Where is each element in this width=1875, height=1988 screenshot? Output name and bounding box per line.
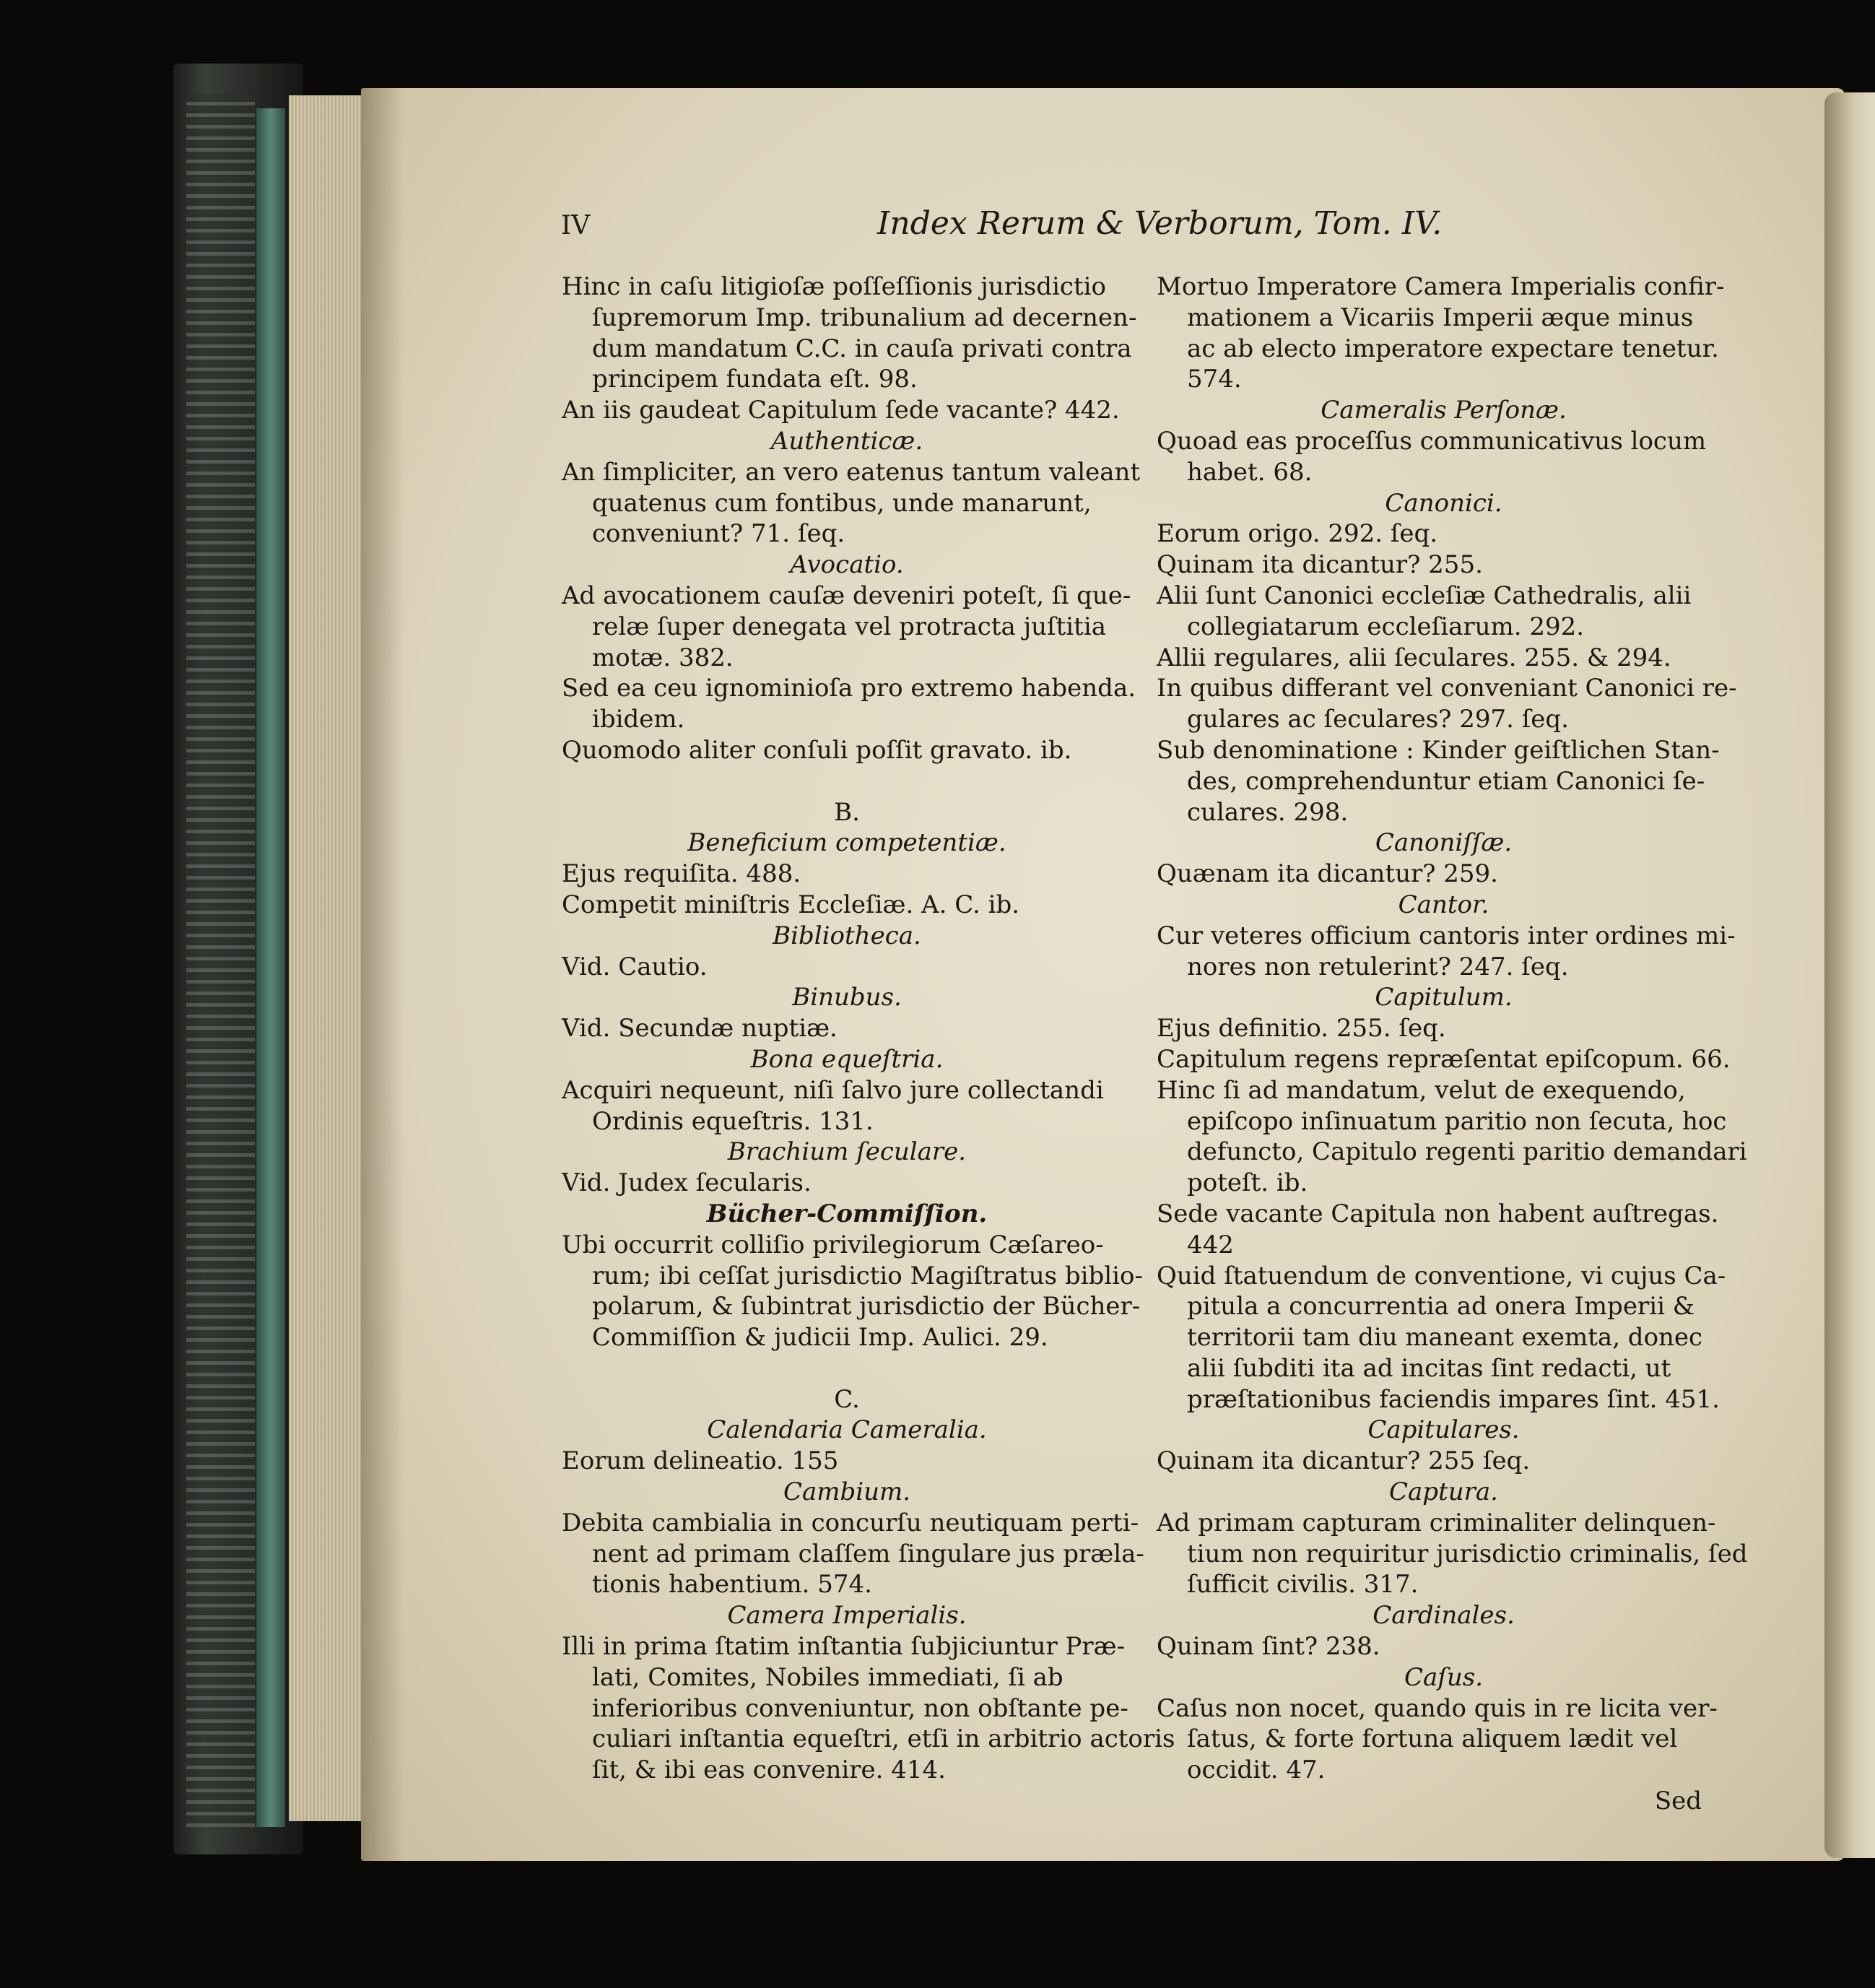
spine-texture (186, 94, 255, 1827)
index-line-continuation: ibidem. (592, 705, 685, 734)
index-line-continuation: quatenus cum fontibus, unde manarunt, (592, 488, 1092, 518)
index-heading: Canonici. (1385, 488, 1502, 518)
index-line-continuation: polarum, & ſubintrat jurisdictio der Bücher- (592, 1292, 1141, 1321)
index-heading: Cambium. (783, 1477, 911, 1507)
index-heading: Cardinales. (1372, 1601, 1515, 1631)
page-number: IV (561, 211, 591, 240)
index-line-continuation: dum mandatum C.C. in cauſa privati contra (592, 334, 1132, 363)
index-heading: Cameralis Perſonæ. (1321, 396, 1567, 425)
index-heading: Avocatio. (790, 550, 904, 580)
index-column-left (562, 272, 1175, 1786)
index-line-continuation: culiari inſtantia equeſtri, etſi in arbitrio actoris (592, 1724, 1175, 1754)
index-line: Alii ſunt Canonici eccleſiæ Cathedralis, alii (1157, 581, 1692, 610)
index-line: Ubi occurrit colliſio privilegiorum Cæſareo- (562, 1230, 1104, 1259)
index-line-continuation: gulares ac ſeculares? 297. ſeq. (1187, 705, 1569, 734)
index-line-continuation: pitula a concurrentia ad onera Imperii & (1187, 1292, 1695, 1321)
index-heading: Cantor. (1398, 890, 1489, 919)
index-line-continuation: ſupremorum Imp. tribunalium ad decernen- (592, 303, 1137, 332)
index-line-continuation: motæ. 382. (592, 643, 734, 672)
index-line: Sede vacante Capitula non habent auſtregas. (1157, 1199, 1719, 1228)
index-line: In quibus differant vel conveniant Canonici re- (1157, 674, 1737, 703)
index-line: Hinc ſi ad mandatum, velut de exequendo, (1157, 1075, 1686, 1105)
index-line: Vid. Cautio. (562, 952, 708, 981)
index-line-continuation: collegiatarum eccleſiarum. 292. (1187, 612, 1585, 641)
index-line-continuation: Ordinis equeſtris. 131. (592, 1106, 874, 1136)
index-line: Quid ſtatuendum de conventione, vi cujus Ca- (1157, 1261, 1726, 1290)
index-heading: Captura. (1389, 1477, 1498, 1507)
index-line-continuation: præſtationibus faciendis impares ſint. 451. (1187, 1384, 1720, 1414)
index-line: Allii regulares, alii ſeculares. 255. & 294. (1157, 643, 1671, 672)
index-line-continuation: nores non retulerint? 247. ſeq. (1187, 952, 1569, 981)
index-line: Ad avocationem cauſæ deveniri poteſt, ſi que- (562, 581, 1131, 610)
index-heading: Canoniſſæ. (1375, 828, 1513, 858)
index-heading: Calendaria Cameralia. (707, 1415, 987, 1445)
index-line: Vid. Judex ſecularis. (562, 1168, 812, 1198)
index-heading: Beneficium competentiæ. (687, 828, 1006, 858)
index-line-continuation: mationem a Vicariis Imperii æque minus (1187, 303, 1694, 332)
index-line-continuation: alii ſubditi ita ad incitas ſint redacti, ut (1187, 1353, 1671, 1383)
index-line: Quinam ita dicantur? 255. (1157, 550, 1483, 580)
index-line: Acquiri nequeunt, niſi ſalvo jure collectandi (562, 1075, 1104, 1105)
index-line-continuation: 574. (1187, 365, 1242, 394)
catchword: Sed (1654, 1787, 1702, 1816)
index-line: Caſus non nocet, quando quis in re licita ver- (1157, 1693, 1718, 1723)
index-line: Eorum delineatio. 155 (562, 1446, 839, 1476)
index-line: Ejus requiſita. 488. (562, 859, 801, 889)
page-stack-edge (289, 95, 368, 1821)
index-line-continuation: ſit, & ibi eas convenire. 414. (592, 1755, 946, 1785)
index-line-continuation: Commiſſion & judicii Imp. Aulici. 29. (592, 1323, 1048, 1353)
index-line-continuation: nent ad primam claſſem ſingulare jus præla- (592, 1539, 1144, 1568)
index-line-continuation: des, comprehenduntur etiam Canonici ſe- (1187, 766, 1705, 796)
spacer (562, 766, 1132, 797)
index-line-continuation: lati, Comites, Nobiles immediati, ſi ab (592, 1662, 1063, 1692)
index-line-continuation: relæ ſuper denegata vel protracta juſtitia (592, 612, 1106, 641)
index-line-continuation: culares. 298. (1187, 797, 1349, 827)
index-line-continuation: tium non requiritur jurisdictio criminalis, ſed (1187, 1539, 1748, 1568)
index-line-continuation: territorii tam diu maneant exemta, donec (1187, 1323, 1703, 1353)
index-line-continuation: poteſt. ib. (1187, 1168, 1308, 1198)
index-line-continuation: ſatus, & forte fortuna aliquem lædit vel (1187, 1724, 1678, 1754)
index-line-continuation: conveniunt? 71. ſeq. (592, 519, 845, 549)
index-line-continuation: principem fundata eſt. 98. (592, 365, 918, 394)
index-line: Quinam ita dicantur? 255 ſeq. (1157, 1446, 1531, 1476)
green-page-edge (256, 108, 285, 1827)
index-line-continuation: ac ab electo imperatore expectare tenetur. (1187, 334, 1719, 363)
index-line-continuation: inferioribus conveniuntur, non obſtante pe- (592, 1693, 1128, 1723)
index-line: An iis gaudeat Capitulum ſede vacante? 442. (562, 396, 1120, 425)
index-line: Ejus definitio. 255. ſeq. (1157, 1014, 1446, 1043)
index-heading: Authenticæ. (770, 426, 923, 456)
index-line-continuation: epiſcopo inſinuatum paritio non ſecuta, hoc (1187, 1106, 1727, 1136)
index-line: Quænam ita dicantur? 259. (1157, 859, 1498, 889)
index-line-continuation: ſufficit civilis. 317. (1187, 1570, 1419, 1599)
index-line-continuation: defuncto, Capitulo regenti paritio demandari (1187, 1137, 1747, 1167)
index-line: Sub denominatione : Kinder geiſtlichen Stan- (1157, 735, 1720, 765)
index-line: Competit miniſtris Eccleſiæ. A. C. ib. (562, 890, 1020, 919)
section-letter: B. (834, 797, 860, 827)
index-line-continuation: habet. 68. (1187, 457, 1313, 487)
index-heading: Bücher-Commiſſion. (706, 1199, 988, 1228)
index-column-right (1157, 272, 1748, 1817)
index-line: An ſimpliciter, an vero eatenus tantum valeant (562, 457, 1141, 487)
index-line: Illi in prima ſtatim inſtantia ſubjiciuntur Præ- (562, 1632, 1126, 1662)
index-line: Quoad eas proceſſus communicativus locum (1157, 426, 1707, 456)
index-line: Sed ea ceu ignominioſa pro extremo habenda. (562, 674, 1136, 703)
index-line-continuation: rum; ibi ceſſat jurisdictio Magiſtratus biblio- (592, 1261, 1143, 1290)
page-gutter-shadow (361, 88, 404, 1861)
index-heading: Brachium ſeculare. (727, 1137, 967, 1167)
index-heading: Capitulum. (1375, 983, 1513, 1012)
index-heading: Bona equeſtria. (750, 1044, 944, 1074)
index-line: Cur veteres officium cantoris inter ordines mi- (1157, 921, 1736, 950)
index-line: Quinam ſint? 238. (1157, 1632, 1380, 1662)
index-line-continuation: occidit. 47. (1187, 1755, 1326, 1785)
facing-page-edge (1824, 92, 1875, 1858)
index-line-continuation: tionis habentium. 574. (592, 1570, 872, 1599)
index-line: Ad primam capturam criminaliter delinquen- (1157, 1508, 1716, 1537)
index-heading: Capitulares. (1367, 1415, 1520, 1445)
index-line: Debita cambialia in concurſu neutiquam perti- (562, 1508, 1139, 1537)
running-title: Index Rerum & Verborum, Tom. IV. (877, 205, 1443, 242)
spacer (562, 1353, 1132, 1384)
index-heading: Bibliotheca. (773, 921, 921, 950)
index-line: Capitulum regens repræſentat epiſcopum. 66. (1157, 1044, 1731, 1074)
index-line: Vid. Secundæ nuptiæ. (562, 1014, 838, 1043)
index-heading: Camera Imperialis. (727, 1601, 967, 1631)
index-heading: Caſus. (1404, 1662, 1484, 1692)
index-line: Mortuo Imperatore Camera Imperialis confir- (1157, 272, 1725, 301)
index-line-continuation: 442 (1187, 1230, 1234, 1259)
index-line: Hinc in caſu litigioſæ poſſeſſionis jurisdictio (562, 272, 1106, 301)
index-heading: Binubus. (792, 983, 902, 1012)
index-line: Eorum origo. 292. ſeq. (1157, 519, 1438, 549)
section-letter: C. (834, 1384, 860, 1414)
index-line: Quomodo aliter conſuli poſſit gravato. ib. (562, 735, 1072, 765)
